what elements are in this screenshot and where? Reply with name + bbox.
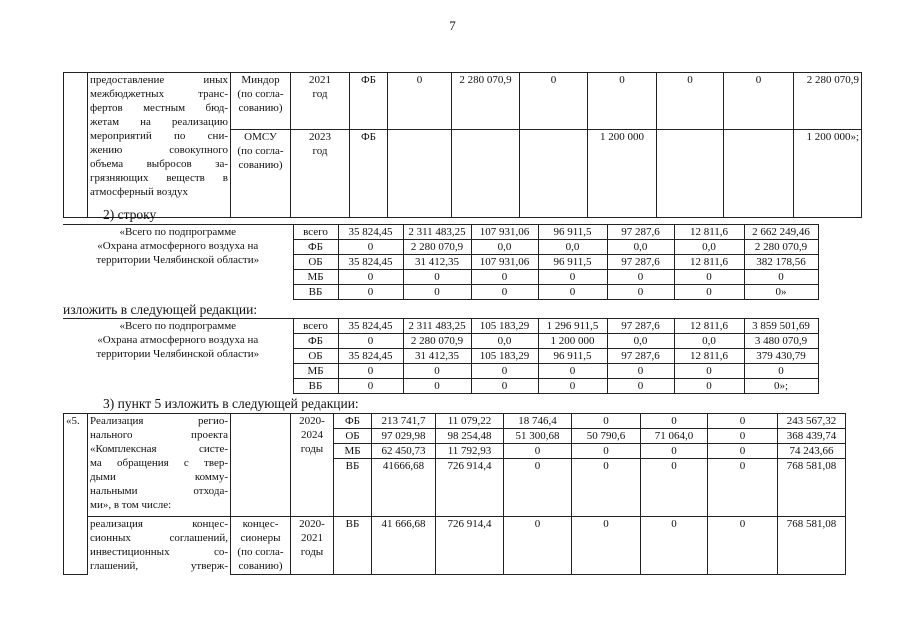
value-cell: 11 792,93 — [436, 444, 504, 459]
value-cell: 96 911,5 — [538, 255, 607, 270]
source-cell: ВБ — [334, 517, 372, 575]
source-cell: МБ — [334, 444, 372, 459]
section-heading-2: 2) строку — [103, 207, 157, 222]
value-cell — [724, 129, 794, 217]
value-cell: 35 824,45 — [338, 255, 403, 270]
value-cell: 1 296 911,5 — [538, 319, 607, 334]
value-cell: 213 741,7 — [372, 414, 436, 429]
table-totals-old — [63, 224, 819, 300]
source-cell: ОБ — [334, 429, 372, 444]
value-cell: 50 790,6 — [572, 429, 641, 444]
value-cell: 31 412,35 — [403, 349, 471, 364]
value-cell: 0 — [403, 364, 471, 379]
value-cell: 1 200 000 — [588, 129, 657, 217]
value-cell: 2 311 483,25 — [403, 225, 471, 240]
value-cell: 2 280 070,9 — [403, 334, 471, 349]
value-cell: 12 811,6 — [674, 225, 744, 240]
measure-description: реализация концес- сионных соглашений, инвестиционных со- глашений, утверж- — [88, 517, 231, 575]
value-cell: 0 — [538, 364, 607, 379]
value-cell: 0 — [338, 379, 403, 394]
value-cell: 0 — [471, 379, 538, 394]
value-cell: 0 — [708, 459, 778, 517]
table-totals-new — [63, 318, 819, 394]
value-cell: 12 811,6 — [674, 349, 744, 364]
section-heading-3: изложить в следующей редакции: — [63, 302, 258, 317]
value-cell: 62 450,73 — [372, 444, 436, 459]
value-cell: 2 280 070,9 — [403, 240, 471, 255]
value-cell: 2 280 070,9 — [794, 73, 862, 130]
value-cell: 3 480 070,9 — [744, 334, 818, 349]
source-cell: ОБ — [293, 349, 338, 364]
value-cell: 0,0 — [607, 240, 674, 255]
value-cell: 0 — [538, 285, 607, 300]
value-cell: 41666,68 — [372, 459, 436, 517]
value-cell: 0,0 — [674, 334, 744, 349]
value-cell: 97 287,6 — [607, 319, 674, 334]
value-cell: 0 — [572, 459, 641, 517]
subprogram-total-label: «Всего по подпрограмме «Охрана атмосферного воздуха на территории Челябинской области» — [63, 225, 293, 300]
value-cell: 0,0 — [538, 240, 607, 255]
value-cell: 0 — [471, 285, 538, 300]
value-cell: 0 — [572, 517, 641, 575]
table-continuation — [63, 72, 862, 218]
value-cell: 41 666,68 — [372, 517, 436, 575]
table-row — [63, 319, 818, 334]
value-cell: 0 — [641, 459, 708, 517]
value-cell: 31 412,35 — [403, 255, 471, 270]
table-row — [64, 129, 862, 217]
value-cell: 0,0 — [471, 334, 538, 349]
value-cell: 0»; — [744, 379, 818, 394]
value-cell: 0 — [657, 73, 724, 130]
value-cell: 0 — [403, 285, 471, 300]
value-cell: 0 — [607, 364, 674, 379]
value-cell: 768 581,08 — [778, 517, 846, 575]
value-cell: 0 — [674, 364, 744, 379]
source-cell: ФБ — [293, 334, 338, 349]
value-cell: 12 811,6 — [674, 319, 744, 334]
measure-description: Реализация регио- нального проекта «Комплексная систе- ма обращения с твер- дыми комму- нальными отхода- ми», в том числе: — [88, 414, 231, 517]
source-cell: МБ — [293, 364, 338, 379]
source-cell: всего — [293, 319, 338, 334]
value-cell: 0 — [572, 414, 641, 429]
value-cell: 0 — [641, 414, 708, 429]
source-cell: ВБ — [293, 379, 338, 394]
value-cell: 0 — [338, 364, 403, 379]
value-cell: 0 — [674, 270, 744, 285]
executor-cell: концес- сионеры (по согла- сованию) — [231, 517, 291, 575]
measure-description: мероприятий по сни- жению совокупного объема выбросов за- грязняющих веществ в атмосферный воздух — [88, 129, 231, 217]
value-cell: 97 287,6 — [607, 225, 674, 240]
value-cell — [657, 129, 724, 217]
value-cell: 0 — [338, 285, 403, 300]
value-cell: 97 287,6 — [607, 349, 674, 364]
value-cell: 1 200 000 — [538, 334, 607, 349]
value-cell: 105 183,29 — [471, 349, 538, 364]
source-cell: ФБ — [350, 129, 388, 217]
table-row — [64, 73, 862, 130]
value-cell: 0 — [708, 429, 778, 444]
value-cell — [520, 129, 588, 217]
value-cell: 0 — [588, 73, 657, 130]
value-cell: 0 — [572, 444, 641, 459]
value-cell: 18 746,4 — [504, 414, 572, 429]
year-cell: 2021 год — [291, 73, 350, 130]
value-cell: 35 824,45 — [338, 225, 403, 240]
subprogram-total-label: «Всего по подпрограмме «Охрана атмосферного воздуха на территории Челябинской области» — [63, 319, 293, 394]
executor-cell — [231, 414, 291, 517]
source-cell: ВБ — [334, 459, 372, 517]
value-cell: 2 662 249,46 — [744, 225, 818, 240]
value-cell: 0 — [538, 379, 607, 394]
value-cell: 0 — [403, 379, 471, 394]
value-cell: 0 — [708, 414, 778, 429]
executor-cell: ОМСУ (по согла- сованию) — [231, 129, 291, 217]
table-item-5 — [63, 413, 846, 575]
value-cell: 0,0 — [607, 334, 674, 349]
page-number: 7 — [449, 18, 456, 33]
value-cell: 35 824,45 — [338, 349, 403, 364]
value-cell: 0 — [471, 364, 538, 379]
value-cell: 0 — [504, 444, 572, 459]
source-cell: ФБ — [350, 73, 388, 130]
value-cell: 0 — [641, 517, 708, 575]
source-cell: ФБ — [293, 240, 338, 255]
value-cell: 0 — [708, 517, 778, 575]
executor-cell: Миндор (по согла- сованию) — [231, 73, 291, 130]
source-cell: ФБ — [334, 414, 372, 429]
item-number: «5. — [64, 414, 88, 575]
value-cell: 0,0 — [471, 240, 538, 255]
source-cell: всего — [293, 225, 338, 240]
section-heading-4: 3) пункт 5 изложить в следующей редакции: — [103, 396, 359, 411]
source-cell: ВБ — [293, 285, 338, 300]
value-cell: 0 — [403, 270, 471, 285]
value-cell: 51 300,68 — [504, 429, 572, 444]
value-cell: 0,0 — [674, 240, 744, 255]
value-cell: 35 824,45 — [338, 319, 403, 334]
value-cell: 0 — [338, 240, 403, 255]
table-row — [63, 225, 818, 240]
value-cell: 0 — [744, 364, 818, 379]
value-cell: 0» — [744, 285, 818, 300]
value-cell: 382 178,56 — [744, 255, 818, 270]
value-cell: 243 567,32 — [778, 414, 846, 429]
value-cell: 0 — [607, 285, 674, 300]
year-cell: 2020- 2021 годы — [291, 517, 334, 575]
year-cell: 2023 год — [291, 129, 350, 217]
value-cell: 0 — [708, 444, 778, 459]
value-cell: 0 — [607, 270, 674, 285]
value-cell: 0 — [674, 285, 744, 300]
value-cell: 768 581,08 — [778, 459, 846, 517]
value-cell: 379 430,79 — [744, 349, 818, 364]
value-cell — [388, 129, 452, 217]
value-cell: 2 280 070,9 — [452, 73, 520, 130]
value-cell: 98 254,48 — [436, 429, 504, 444]
value-cell: 0 — [674, 379, 744, 394]
value-cell: 0 — [504, 459, 572, 517]
value-cell: 107 931,06 — [471, 255, 538, 270]
value-cell: 97 029,98 — [372, 429, 436, 444]
value-cell: 2 280 070,9 — [744, 240, 818, 255]
source-cell: МБ — [293, 270, 338, 285]
value-cell: 1 200 000»; — [794, 129, 862, 217]
value-cell: 2 311 483,25 — [403, 319, 471, 334]
value-cell: 0 — [338, 270, 403, 285]
measure-description: предоставление иных межбюджетных транс- фертов местным бюд- жетам на реализацию — [88, 73, 231, 130]
year-cell: 2020- 2024 годы — [291, 414, 334, 517]
value-cell: 71 064,0 — [641, 429, 708, 444]
value-cell: 368 439,74 — [778, 429, 846, 444]
value-cell: 0 — [388, 73, 452, 130]
source-cell: ОБ — [293, 255, 338, 270]
value-cell: 0 — [641, 444, 708, 459]
value-cell: 0 — [538, 270, 607, 285]
table-row — [64, 414, 846, 429]
value-cell: 726 914,4 — [436, 459, 504, 517]
value-cell — [452, 129, 520, 217]
value-cell: 105 183,29 — [471, 319, 538, 334]
value-cell: 0 — [338, 334, 403, 349]
value-cell: 0 — [744, 270, 818, 285]
value-cell: 0 — [607, 379, 674, 394]
value-cell: 0 — [504, 517, 572, 575]
value-cell: 96 911,5 — [538, 349, 607, 364]
table-row — [64, 517, 846, 575]
value-cell: 0 — [724, 73, 794, 130]
value-cell: 0 — [520, 73, 588, 130]
value-cell: 74 243,66 — [778, 444, 846, 459]
value-cell: 11 079,22 — [436, 414, 504, 429]
value-cell: 107 931,06 — [471, 225, 538, 240]
value-cell: 3 859 501,69 — [744, 319, 818, 334]
value-cell: 97 287,6 — [607, 255, 674, 270]
value-cell: 96 911,5 — [538, 225, 607, 240]
value-cell: 726 914,4 — [436, 517, 504, 575]
value-cell: 12 811,6 — [674, 255, 744, 270]
value-cell: 0 — [471, 270, 538, 285]
